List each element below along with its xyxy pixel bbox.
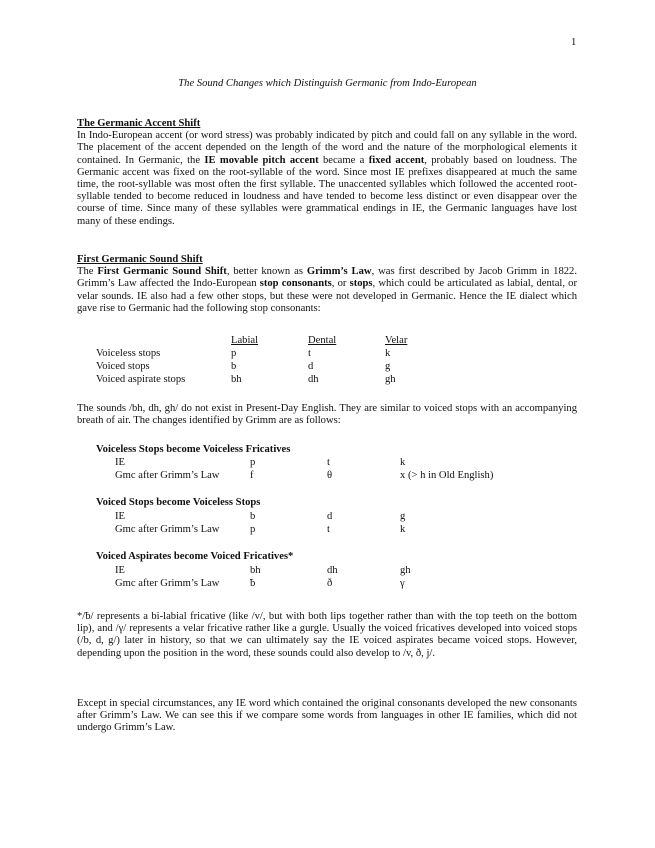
cell: gh: [400, 565, 411, 576]
cell: IE: [115, 457, 125, 468]
column-header: Dental: [308, 335, 337, 346]
page-number: 1: [571, 37, 577, 48]
footnote-paragraph: */ƀ/ represents a bi-labial fricative (like /v/, but with both lips together rather than with the top teeth on the bottom lip), and /γ/ represents a velar fricative rather like a gurgle. Usually the voiced fricatives developed into voiced stops (/b, d, g/) later in history, so that we can ultimately say the IE voiced aspirates became voiced stops. However, depending upon the position in the word, these sounds could also develop to /v, ð, j/.: [77, 611, 577, 659]
closing-paragraph: Except in special circumstances, any IE word which contained the original consonants developed the new consonants after Grimm’s Law. We can see this if we compare some words from languages in other IE families, which did not undergo Grimm’s Law.: [77, 698, 577, 734]
cell: ð: [327, 578, 333, 589]
cell: g: [400, 511, 406, 522]
cell: p: [250, 524, 256, 535]
bold-term: fixed accent: [368, 154, 425, 166]
cell: d: [308, 361, 314, 372]
section-heading: The Germanic Accent Shift: [77, 118, 201, 129]
cell: dh: [327, 565, 338, 576]
paragraph: [77, 266, 577, 315]
cell: k: [400, 524, 406, 535]
bold-term: IE movable pitch accent: [204, 154, 319, 166]
text: The: [77, 266, 98, 278]
cell: ƀ: [250, 578, 256, 589]
text: , better known as: [226, 266, 307, 278]
text: became a: [318, 154, 369, 166]
change-heading: Voiced Stops become Voiceless Stops: [96, 497, 261, 508]
text: , which could be articulated as labial, dental, or velar sounds. IE also had a few other stops, but these were not developed in Germanic. Hence the IE dialect which gave rise to Germanic had the following stop consonants:: [77, 278, 578, 314]
cell: p: [231, 348, 237, 359]
text: , or: [331, 278, 350, 290]
text: , was first described by Jacob Grimm in 1822. Grimm’s Law affected the Indo-European: [77, 266, 577, 290]
cell: Gmc after Grimm’s Law: [115, 470, 220, 481]
cell: p: [250, 457, 256, 468]
cell: Voiceless stops: [96, 348, 161, 359]
section-sound-shift: [77, 254, 577, 315]
cell: d: [327, 511, 333, 522]
cell: f: [250, 470, 254, 481]
cell: t: [308, 348, 311, 359]
section-accent-shift: [77, 118, 577, 228]
cell: k: [385, 348, 391, 359]
section-heading: First Germanic Sound Shift: [77, 254, 203, 265]
cell: b: [250, 511, 256, 522]
cell: Gmc after Grimm’s Law: [115, 524, 220, 535]
text: , probably based on loudness. The Germanic accent was fixed on the root-syllable of the word. Since most IE prefixes disappeared at much the same time, the root-syllable was most often the first syllable. The unaccented syllables which followed the accented root-syllable tended to become reduced in loudness and have tended to become less distinct or even disappear over the course of time. Since many of these syllables were grammatical endings in IE, the Germanic languages have lost many of these endings.: [77, 154, 577, 227]
cell: bh: [250, 565, 261, 576]
document-title: The Sound Changes which Distinguish Germanic from Indo-European: [178, 78, 477, 89]
text: In Indo-European accent (or word stress) was probably indicated by pitch and could fall on any syllable in the word. The placement of the accent depended on the length of the word and the nature of the morphological elements it contained. In Germanic, the: [77, 130, 577, 166]
cell: dh: [308, 374, 319, 385]
cell: θ: [327, 470, 333, 481]
column-header: Labial: [231, 335, 259, 346]
cell: Voiced stops: [96, 361, 150, 372]
cell: Voiced aspirate stops: [96, 374, 186, 385]
column-header: Velar: [385, 335, 408, 346]
cell: b: [231, 361, 237, 372]
cell: γ: [400, 578, 405, 589]
cell: t: [327, 457, 330, 468]
paragraph: The sounds /bh, dh, gh/ do not exist in Present-Day English. They are similar to voiced stops with an accompanying breath of air. The changes identified by Grimm are as follows:: [77, 403, 577, 427]
change-heading: Voiceless Stops become Voiceless Fricatives: [96, 444, 291, 455]
cell: t: [327, 524, 330, 535]
bold-term: stop consonants: [259, 278, 332, 290]
cell: k: [400, 457, 406, 468]
cell: x (> h in Old English): [400, 470, 494, 481]
bold-term: stops: [349, 278, 373, 290]
bold-term: Grimm’s Law: [306, 266, 372, 278]
cell: bh: [231, 374, 242, 385]
bold-term: First Germanic Sound Shift: [97, 266, 227, 278]
cell: IE: [115, 565, 125, 576]
cell: gh: [385, 374, 396, 385]
cell: IE: [115, 511, 125, 522]
paragraph: [77, 130, 577, 228]
cell: g: [385, 361, 391, 372]
change-heading: Voiced Aspirates become Voiced Fricatives*: [96, 551, 294, 562]
cell: Gmc after Grimm’s Law: [115, 578, 220, 589]
